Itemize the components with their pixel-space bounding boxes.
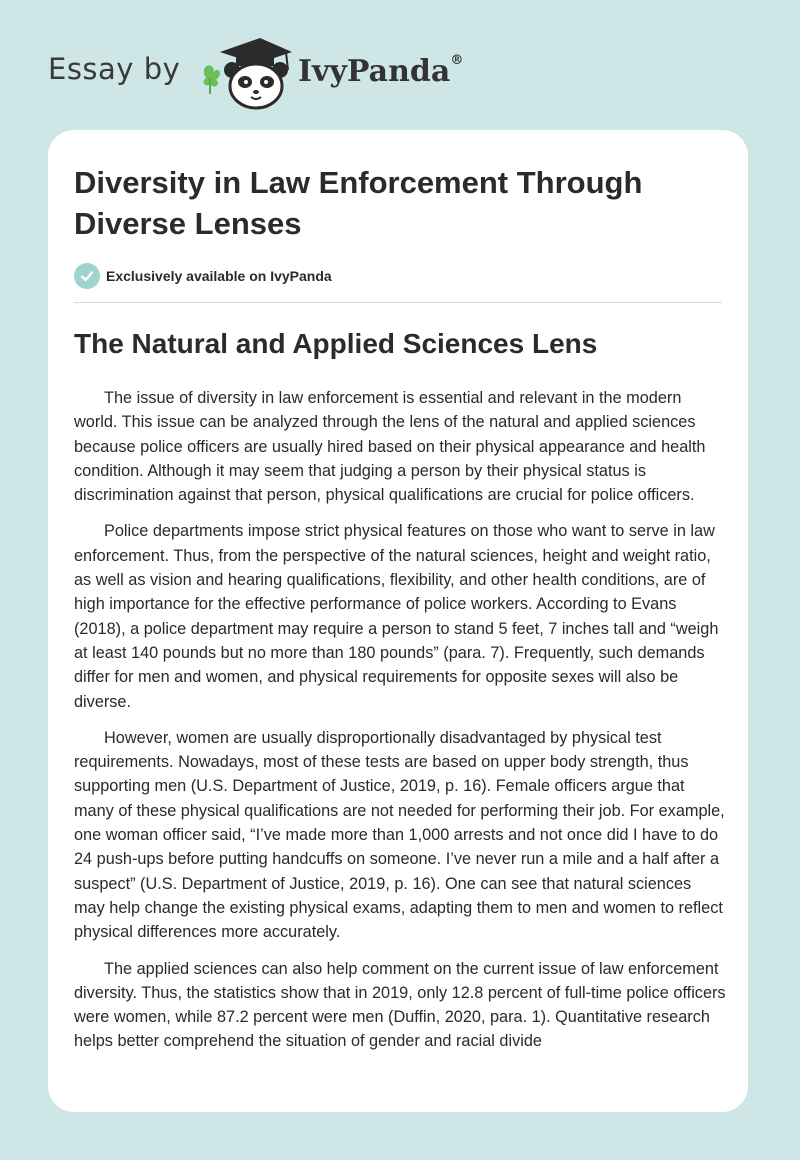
site-header (48, 34, 508, 114)
paragraph: The issue of diversity in law enforcement is essential and relevant in the modern world. This issue can be analyzed through the lens of the natural and applied sciences because police officers are usually hired based on their physical appearance and health condition. Although it may seem that judging a person by their physical status is discrimination against that person, physical qualifications are crucial for police officers. (74, 389, 706, 505)
exclusive-badge (74, 263, 332, 289)
essay-by-label: Essay by (48, 52, 181, 86)
paragraph: Police departments impose strict physical features on those who want to serve in law enforcement. Thus, from the perspective of the natural sciences, height and weight ratio, as well as vision and hearing qualifications, flexibility, and other health conditions, are of high importance for the effective performance of police workers. According to Evans (2018), a police department may require a person to stand 5 feet, 7 inches tall and “weigh at least 140 pounds but no more than 180 pounds” (para. 7). Frequently, such demands differ for men and women, and physical requirements for opposite sexes will also be diverse. (74, 522, 719, 711)
panda-logo-icon[interactable] (200, 34, 294, 110)
essay-body (74, 386, 726, 1066)
essay-card (48, 130, 748, 1112)
paragraph: However, women are usually disproportionally disadvantaged by physical test requirements. Nowadays, most of these tests are based on upper body strength, thus supporting men (U.S. Department of Justice, 2019, p. 16). Female officers argue that many of these physical qualifications are not needed for performing their job. For example, one woman officer said, “I’ve made more than 1,000 arrests and not once did I have to do 24 push-ups before putting handcuffs on someone. I’ve never run a mile and a half after a suspect” (U.S. Department of Justice, 2019, p. 16). One can see that natural sciences may help change the existing physical exams, adapting them to men and women to reflect physical differences more accurately. (74, 728, 725, 942)
divider (74, 302, 722, 303)
brand-name[interactable]: IvyPanda® (298, 53, 464, 89)
paragraph: The applied sciences can also help comment on the current issue of law enforcement diversity. Thus, the statistics show that in 2019, only 12.8 percent of full-time police officers were women, while 87.2 percent were men (Duffin, 2020, para. 1). Quantitative research helps better comprehend the situation of gender and racial divide (74, 959, 726, 1051)
essay-title: Diversity in Law Enforcement Through Diverse Lenses (74, 165, 643, 241)
section-heading: The Natural and Applied Sciences Lens (74, 328, 598, 359)
badge-label: Exclusively available on IvyPanda (106, 268, 332, 284)
check-circle-icon (74, 263, 100, 289)
